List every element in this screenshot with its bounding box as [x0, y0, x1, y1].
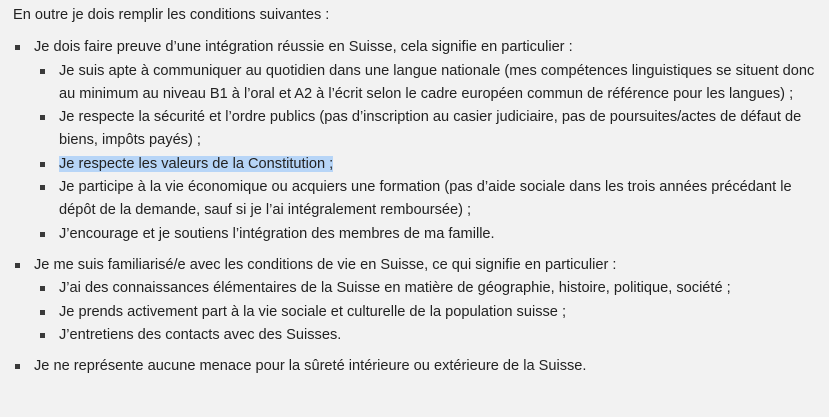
list-item-text: Je respecte la sécurité et l’ordre publics (pas d’inscription au casier judiciaire, pas de poursuites/actes de défaut de biens, impôts payés) ;	[59, 109, 802, 149]
selected-text[interactable]: Je respecte les valeurs de la Constitution ;	[59, 155, 334, 172]
square-bullet-icon	[40, 162, 45, 167]
square-bullet-icon	[40, 286, 45, 291]
condition-familiarity	[13, 254, 823, 347]
square-bullet-icon	[15, 45, 20, 50]
condition-security	[13, 355, 823, 378]
intro-text: En outre je dois remplir les conditions suivantes :	[13, 7, 330, 23]
condition-integration	[13, 36, 823, 246]
square-bullet-icon	[40, 115, 45, 120]
square-bullet-icon	[40, 310, 45, 315]
list-item-text: J’entretiens des contacts avec des Suisses.	[59, 326, 342, 343]
integration-sublist	[34, 60, 823, 246]
list-item	[34, 301, 823, 324]
square-bullet-icon	[40, 232, 45, 237]
document-body	[13, 4, 823, 378]
conditions-list	[13, 36, 823, 378]
square-bullet-icon	[15, 263, 20, 268]
condition-text: Je dois faire preuve d’une intégration réussie en Suisse, cela signifie en particulier :	[34, 39, 573, 56]
square-bullet-icon	[40, 185, 45, 190]
familiarity-sublist	[34, 277, 823, 347]
list-item	[34, 277, 823, 300]
list-item	[34, 60, 823, 107]
list-item-text: Je suis apte à communiquer au quotidien dans une langue nationale (mes compétences linguistiques se situent donc au minimum au niveau B1 à l’oral et A2 à l’écrit selon le cadre européen commun de référence pour les langues) ;	[59, 62, 815, 102]
list-item-text: J’encourage et je soutiens l’intégration des membres de ma famille.	[59, 225, 495, 242]
square-bullet-icon	[40, 69, 45, 74]
square-bullet-icon	[15, 364, 20, 369]
list-item-text: J’ai des connaissances élémentaires de la Suisse en matière de géographie, histoire, politique, société ;	[59, 280, 731, 297]
condition-text: Je ne représente aucune menace pour la sûreté intérieure ou extérieure de la Suisse.	[34, 358, 587, 375]
list-item	[34, 106, 823, 153]
list-item	[34, 176, 823, 223]
list-item-text: Je prends activement part à la vie sociale et culturelle de la population suisse ;	[59, 303, 567, 320]
list-item-text: Je participe à la vie économique ou acquiers une formation (pas d’aide sociale dans les trois années précédant le dépôt de la demande, sauf si je l’ai intégralement remboursée) ;	[59, 179, 792, 219]
list-item	[34, 223, 823, 246]
list-item	[34, 153, 823, 176]
list-item	[34, 324, 823, 347]
condition-text: Je me suis familiarisé/e avec les conditions de vie en Suisse, ce qui signifie en particulier :	[34, 256, 617, 273]
square-bullet-icon	[40, 333, 45, 338]
